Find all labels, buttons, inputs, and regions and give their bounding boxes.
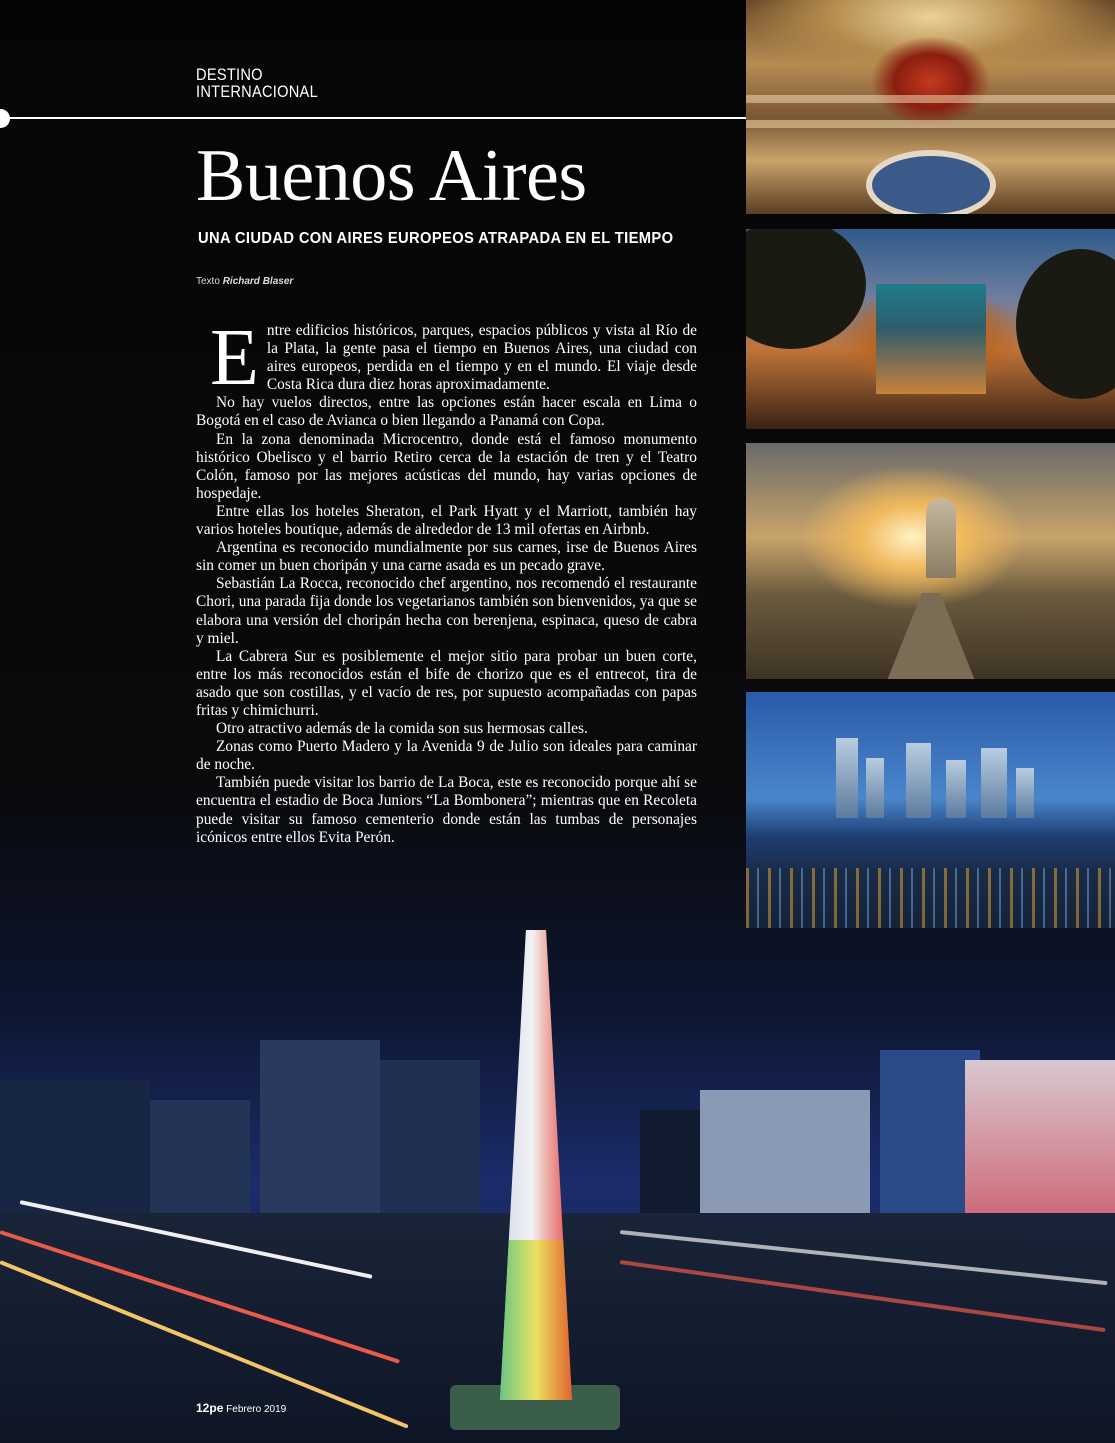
article-paragraph: Otro atractivo además de la comida son sus hermosas calles. — [216, 720, 588, 738]
lead-text: ntre edificios históricos, parques, espacios públicos y vista al Río de la Plata, la gente pasa el tiempo en Buenos Aires, una ciudad con aires europeos, perdida en el tiempo y en el mundo. El viaje desde Costa Rica dura diez horas aproximadamente. — [266, 322, 697, 394]
article-subtitle: UNA CIUDAD CON AIRES EUROPEOS ATRAPADA EN EL TIEMPO — [198, 230, 674, 247]
drop-cap: E — [210, 314, 259, 402]
section-label-line1: DESTINO — [196, 65, 263, 84]
section-label — [196, 66, 318, 100]
photo-bookstore-theater — [746, 0, 1115, 214]
article-paragraph: No hay vuelos directos, entre las opciones están hacer escala en Lima o Bogotá en el caso de Avianca o bien llegando a Panamá con Copa. — [196, 394, 697, 430]
page-footer — [196, 1401, 286, 1415]
byline-author: Richard Blaser — [222, 276, 294, 287]
article-paragraph: También puede visitar los barrio de La Boca, este es reconocido porque ahí se encuentra el estadio de Boca Juniors “La Bombonera”; mientras que en Recoleta puede visitar su famoso cementerio donde están las tumbas de personajes icónicos entre ellos Evita Perón. — [196, 774, 697, 846]
obelisco-night-photo — [0, 930, 1115, 1443]
article-paragraph: Zonas como Puerto Madero y la Avenida 9 de Julio son ideales para caminar de noche. — [196, 738, 697, 774]
article-paragraph: En la zona denominada Microcentro, donde está el famoso monumento histórico Obelisco y el barrio Retiro cerca de la estación de tren y el Teatro Colón, famoso por las mejores acústicas del mundo, hay varias opciones de hospedaje. — [196, 430, 697, 502]
obelisco-monument — [500, 930, 572, 1400]
issue-date: Febrero 2019 — [226, 1404, 287, 1415]
photo-la-boca-street — [746, 229, 1115, 429]
article-title: Buenos Aires — [196, 135, 587, 217]
page-number: 12 — [196, 1401, 210, 1415]
photo-puerto-madero-skyline — [746, 692, 1115, 928]
article-body — [196, 314, 697, 847]
section-label-line2: INTERNACIONAL — [196, 82, 318, 101]
byline-prefix: Texto — [196, 276, 220, 287]
byline — [196, 276, 293, 287]
brand-mark: pe — [209, 1401, 224, 1415]
article-paragraph: Sebastián La Rocca, reconocido chef argentino, nos recomendó el restaurante Chori, una parada fija donde los vegetarianos también son bienvenidos, ya que se elabora una versión del choripán hecha con berenjena, espinaca, queso de cabra y miel. — [196, 575, 697, 647]
article-paragraph: Entre ellas los hoteles Sheraton, el Park Hyatt y el Marriott, también hay varios hoteles boutique, además de alrededor de 13 mil ofertas en Airbnb. — [196, 502, 697, 539]
article-paragraph: La Cabrera Sur es posiblemente el mejor sitio para probar un buen corte, entre los más reconocidos están el bife de chorizo que es el entrecot, tira de asado que son costillas, y el vacío de res, por supuesto acompañadas con papas fritas y chimichurri. — [196, 647, 697, 719]
article-lead-paragraph — [196, 314, 697, 402]
photo-congress-plaza — [746, 443, 1115, 679]
header-rule — [0, 117, 746, 119]
article-paragraph: Argentina es reconocido mundialmente por sus carnes, irse de Buenos Aires sin comer un buen choripán y una carne asada es un pecado grave. — [196, 539, 697, 575]
